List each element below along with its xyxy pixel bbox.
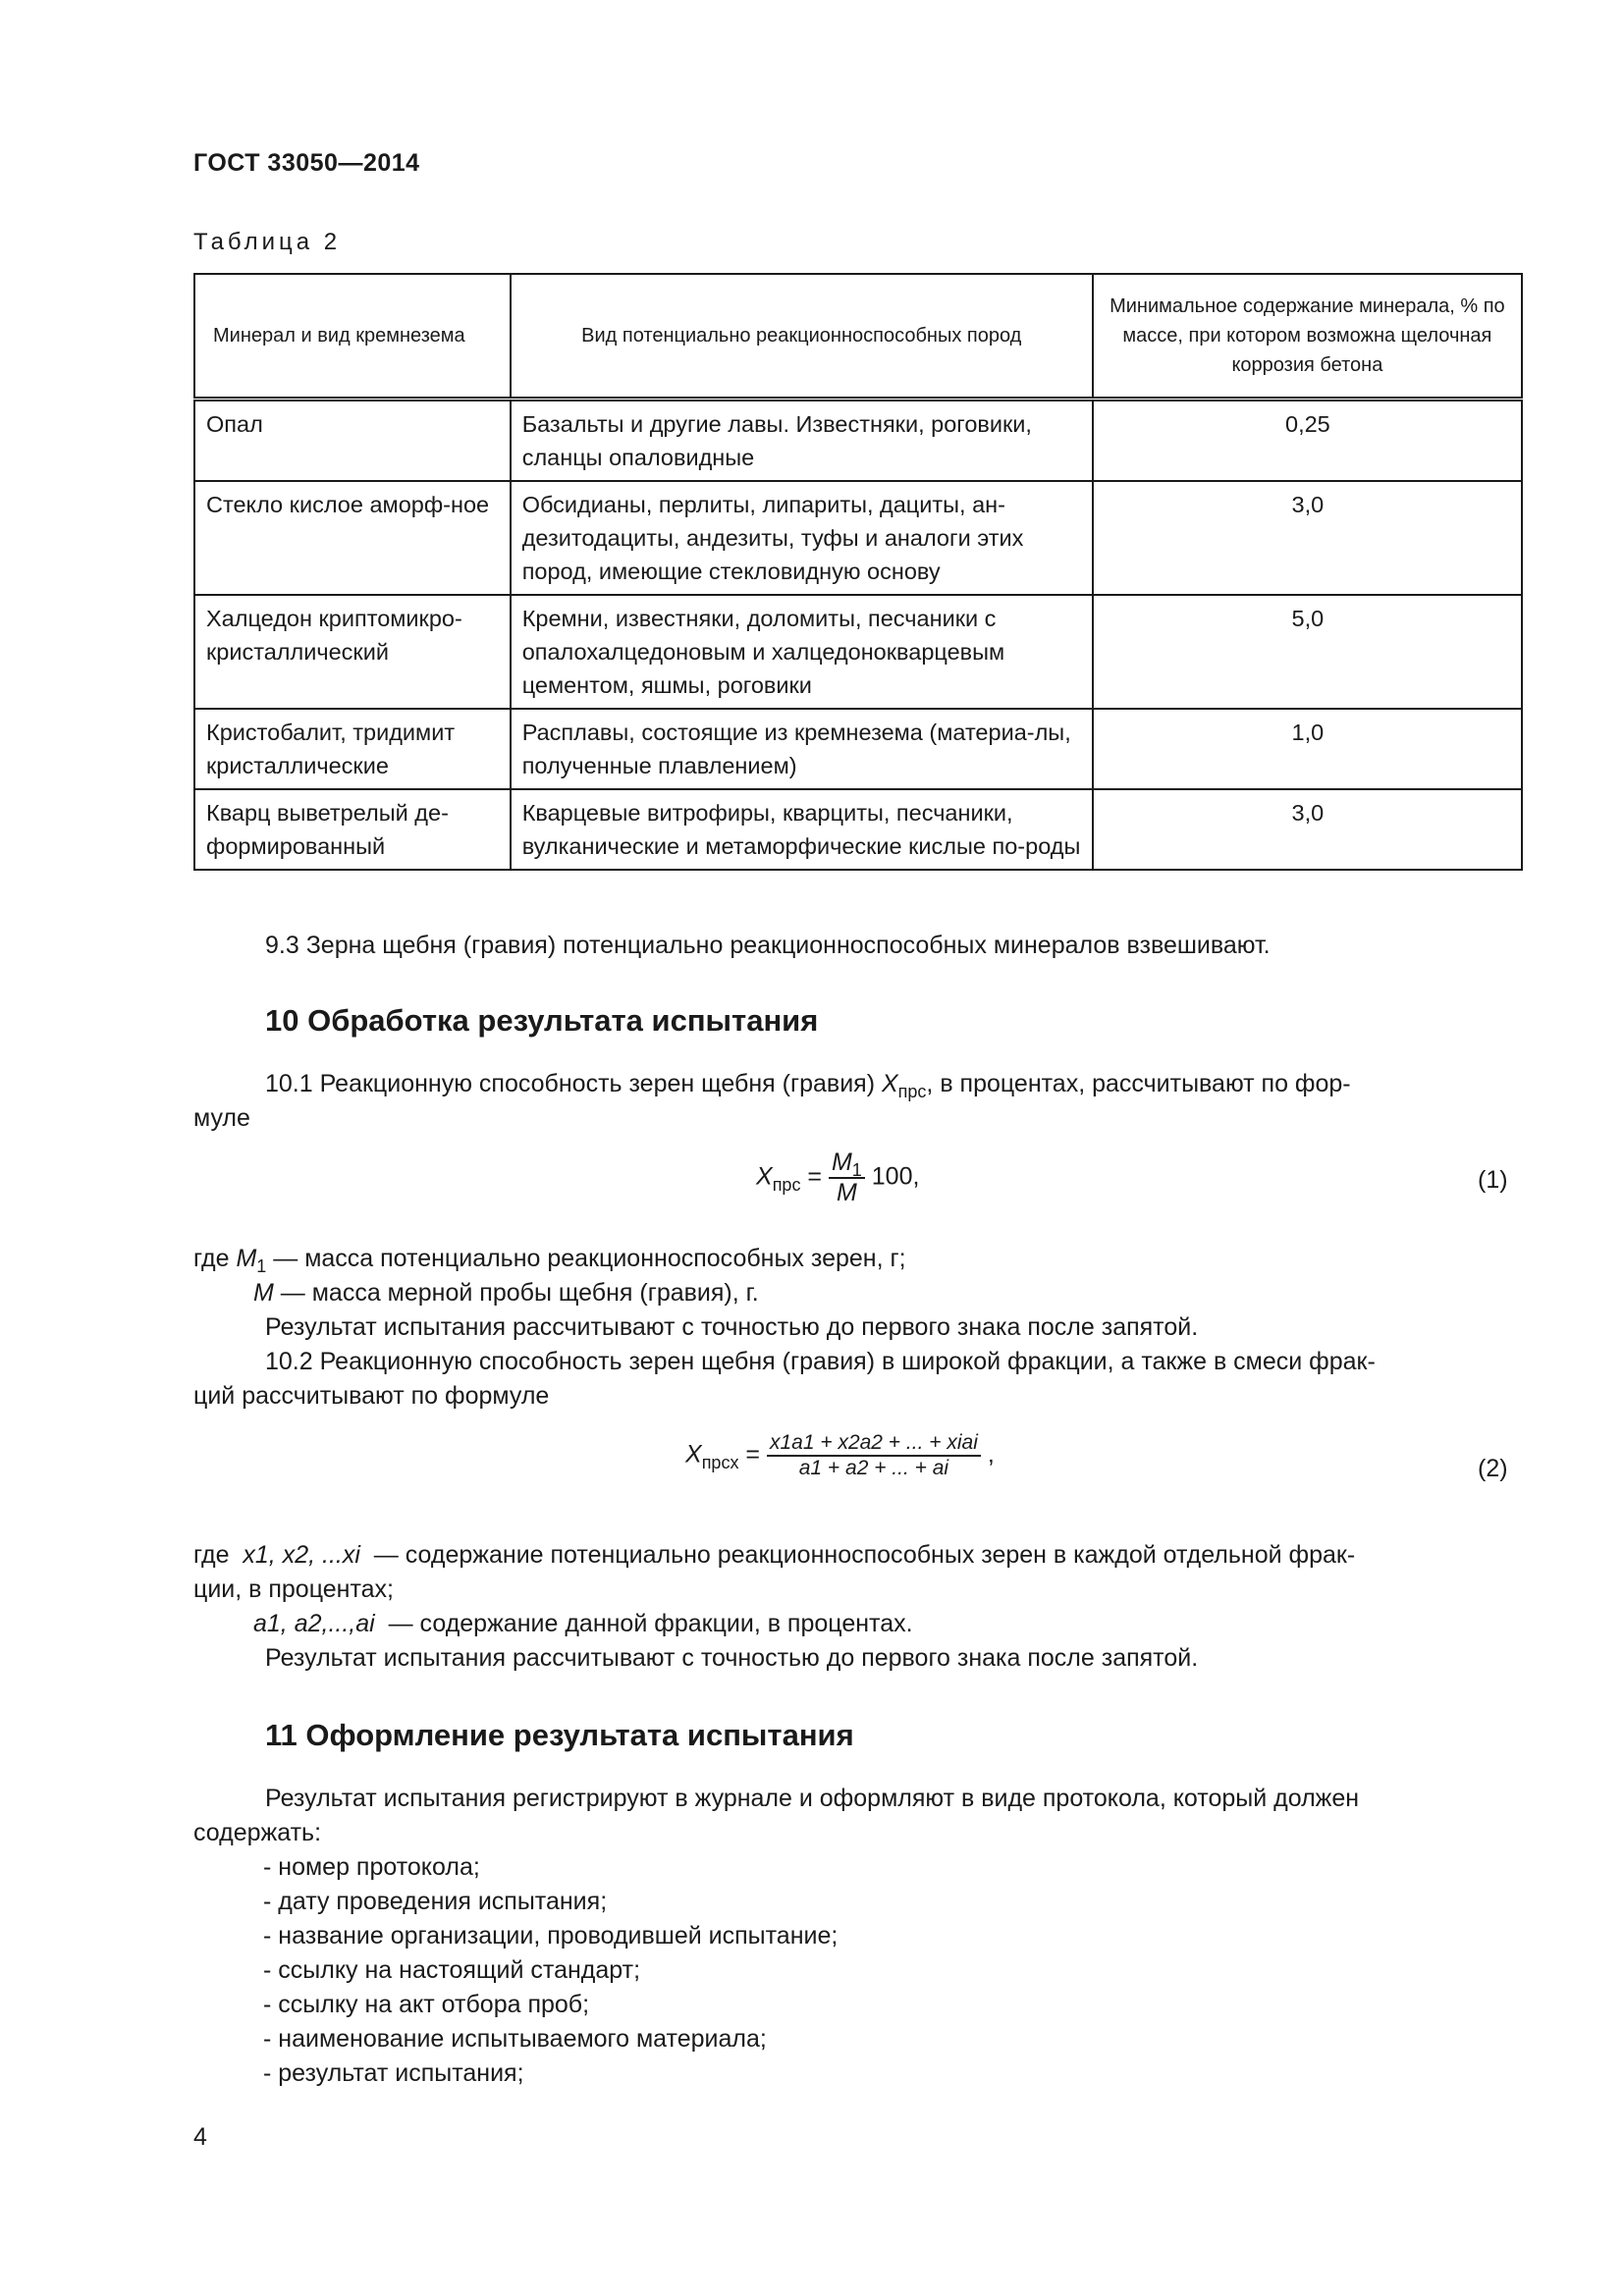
eq1-tail: 100, [871,1162,920,1191]
eq1-fraction [829,1148,865,1207]
eq1-symbol-x: X [756,1162,773,1191]
p10-1-text-b: , в процентах, рассчитывают по фор- [926,1070,1351,1097]
eq1-denominator: M [836,1179,857,1206]
cell-min-content: 3,0 [1093,481,1522,595]
accuracy-note-2: Результат испытания рассчитывают с точностью до первого знака после запятой. [265,1644,1199,1672]
cell-mineral: Опал [194,400,511,482]
list-item: - название организации, проводившей испытание; [263,1922,839,1949]
list-item: - наименование испытываемого материала; [263,2025,767,2053]
equation-2: $X_{прсх}$ = $\frac{\text{x1a1 + x2a2 + ... + xiai}}{a1 + a2 + ... + ai}$ , [685,1431,995,1479]
eq1-numerator: $M_1$ [829,1148,865,1179]
where2-a-symbols: a1, a2,...,ai [253,1610,375,1637]
cell-rocks: Кремни, известняки, доломиты, песчаники с опалохалцедоновым и халцедонокварцевым цементом, яшмы, роговики [511,595,1093,709]
where2-x-symbols: x1, x2, ...xi [243,1541,360,1569]
where-m-text: — масса мерной пробы щебня (гравия), г. [280,1279,759,1307]
list-item: - ссылку на настоящий стандарт; [263,1956,641,1984]
table-header-row [194,274,1522,400]
eq1-equals: = [807,1162,823,1191]
cell-rocks: Кварцевые витрофиры, кварциты, песчаники, вулканические и метаморфические кислые по-роды [511,789,1093,870]
where2-a-line [253,1607,913,1641]
list-item: - результат испытания; [263,2059,524,2087]
list-item: - номер протокола; [263,1853,480,1881]
paragraph-10-1 [265,1067,1351,1103]
section-11-intro: Результат испытания регистрируют в журнале и оформляют в виде протокола, который должен [265,1785,1360,1812]
cell-mineral: Кристобалит, тридимит кристаллические [194,709,511,789]
table-row [194,789,1522,870]
table-row [194,481,1522,595]
list-item: - дату проведения испытания; [263,1888,608,1915]
eq2-denominator: a1 + a2 + ... + ai [798,1457,949,1479]
paragraph-10-1-cont: муле [193,1104,250,1132]
paragraph-10-2: 10.2 Реакционную способность зерен щебня (гравия) в широкой фракции, а также в смеси фрак- [265,1348,1376,1375]
table-caption: Таблица 2 [193,229,342,255]
column-header-rocks: Вид потенциально реакционноспособных пород [511,274,1093,400]
protocol-items-list [263,1850,838,2091]
cell-rocks: Базальты и другие лавы. Известняки, роговики, сланцы опаловидные [511,400,1093,482]
cell-min-content: 0,25 [1093,400,1522,482]
section-11-title: 11 Оформление результата испытания [265,1718,854,1752]
symbol-x: X [881,1070,898,1097]
paragraph-9-3: 9.3 Зерна щебня (гравия) потенциально реакционноспособных минералов взвешивают. [265,932,1271,959]
table-row [194,595,1522,709]
eq2-numerator: x1a1 + x2a2 + ... + xiai [767,1431,981,1457]
eq1-subscript-prs: прс [772,1174,801,1195]
cell-mineral: Кварц выветрелый де-формированный [194,789,511,870]
cell-rocks: Обсидианы, перлиты, липариты, дациты, ан-дезитодациты, андезиты, туфы и аналоги этих пород, имеющие стекловидную основу [511,481,1093,595]
page-number: 4 [193,2123,207,2151]
list-item: - ссылку на акт отбора проб; [263,1991,590,2018]
eq2-fraction [767,1431,981,1480]
equation-1-number: (1) [1478,1166,1508,1194]
cell-min-content: 5,0 [1093,595,1522,709]
column-header-mineral: Минерал и вид кремнезема [194,274,511,400]
document-header: ГОСТ 33050—2014 [193,149,420,177]
accuracy-note-1: Результат испытания рассчитывают с точностью до первого знака после запятой. [265,1313,1199,1341]
equation-2-number: (2) [1478,1455,1508,1482]
cell-mineral: Стекло кислое аморф-ное [194,481,511,595]
subscript-prs: прс [897,1082,927,1101]
equation-1 [756,1148,919,1207]
eq2-subscript-prsx: прсх [701,1452,739,1472]
where-m1-text: — масса потенциально реакционноспособных зерен, г; [273,1245,906,1272]
where2-x-line: где x1, x2, ...xi — содержание потенциально реакционноспособных зерен в каждой отдельной фрак- [193,1541,1356,1569]
paragraph-10-2-cont: ций рассчитывают по формуле [193,1382,550,1410]
p10-1-text-a: 10.1 Реакционную способность зерен щебня (гравия) [265,1070,882,1097]
where2-x-text: — содержание потенциально реакционноспособных зерен в каждой отдельной фрак- [373,1541,1356,1569]
where2-a-text: — содержание данной фракции, в процентах. [388,1610,913,1637]
eq2-symbol-x: X [685,1440,702,1468]
cell-rocks: Расплавы, состоящие из кремнезема (материа-лы, полученные плавлением) [511,709,1093,789]
section-10-title: 10 Обработка результата испытания [265,1003,819,1038]
where2-x-cont: ции, в процентах; [193,1575,394,1603]
cell-mineral: Халцедон криптомикро-кристаллический [194,595,511,709]
cell-min-content: 1,0 [1093,709,1522,789]
section-11-intro-cont: содержать: [193,1819,322,1846]
where-m1-line: где $M_1$ — масса потенциально реакционноспособных зерен, г; [193,1245,906,1276]
minerals-table [193,273,1523,871]
table-row [194,709,1522,789]
column-header-min-content: Минимальное содержание минерала, % по массе, при котором возможна щелочная коррозия бетона [1093,274,1522,400]
where-m-line: M — масса мерной пробы щебня (гравия), г. [253,1279,759,1307]
table-row [194,400,1522,482]
cell-min-content: 3,0 [1093,789,1522,870]
